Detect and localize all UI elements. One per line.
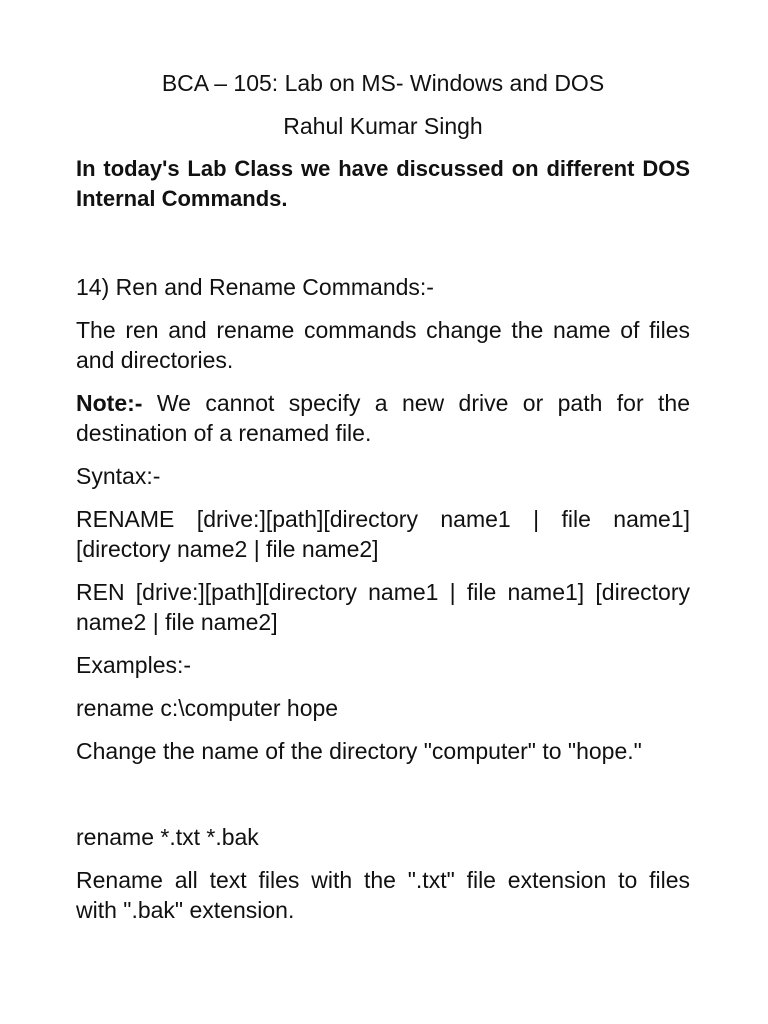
description-paragraph: [76, 315, 690, 375]
example-command: [76, 822, 690, 852]
course-title: BCA – 105: Lab on MS- Windows and DOS: [161, 70, 605, 96]
description-line: and directories.: [76, 347, 234, 373]
note-text: We cannot specify a new drive or path for the: [156, 390, 691, 416]
syntax-label: Syntax:-: [76, 463, 161, 489]
ren-syntax-line: name2 | file name2]: [76, 609, 278, 635]
rename-syntax: [76, 504, 690, 564]
note-line: destination of a renamed file.: [76, 420, 372, 446]
example-command-text: rename c:\computer hope: [76, 695, 339, 721]
rename-syntax-line: RENAME [drive:][path][directory name1 | file name1]: [76, 506, 690, 532]
intro-paragraph: [76, 154, 690, 214]
document-header-author: [76, 111, 690, 141]
syntax-label-block: [76, 461, 690, 491]
examples-label: Examples:-: [76, 652, 192, 678]
document-header-title: [76, 68, 690, 98]
document-page: [76, 68, 690, 938]
intro-line: In today's Lab Class we have discussed on different DOS: [76, 156, 690, 181]
example-explanation: [76, 736, 690, 766]
ren-syntax: [76, 577, 690, 637]
note-paragraph: [76, 388, 690, 448]
note-line: [76, 388, 690, 418]
example-explanation: [76, 865, 690, 925]
ren-syntax-line: REN [drive:][path][directory name1 | file name1] [directory: [76, 579, 690, 605]
example-explanation-line: with ".bak" extension.: [76, 897, 295, 923]
author-name: Rahul Kumar Singh: [283, 113, 483, 139]
section-heading: 14) Ren and Rename Commands:-: [76, 274, 434, 300]
note-label: Note:-: [76, 390, 143, 416]
examples-label-block: [76, 650, 690, 680]
description-line: The ren and rename commands change the name of files: [76, 317, 690, 343]
intro-line: Internal Commands.: [76, 186, 288, 211]
rename-syntax-line: [directory name2 | file name2]: [76, 536, 379, 562]
example-command: [76, 693, 690, 723]
example-explanation-line: Change the name of the directory "computer" to "hope.": [76, 738, 642, 764]
example-command-text: rename *.txt *.bak: [76, 824, 259, 850]
section-heading-block: [76, 272, 690, 302]
example-explanation-line: Rename all text files with the ".txt" file extension to files: [76, 867, 690, 893]
